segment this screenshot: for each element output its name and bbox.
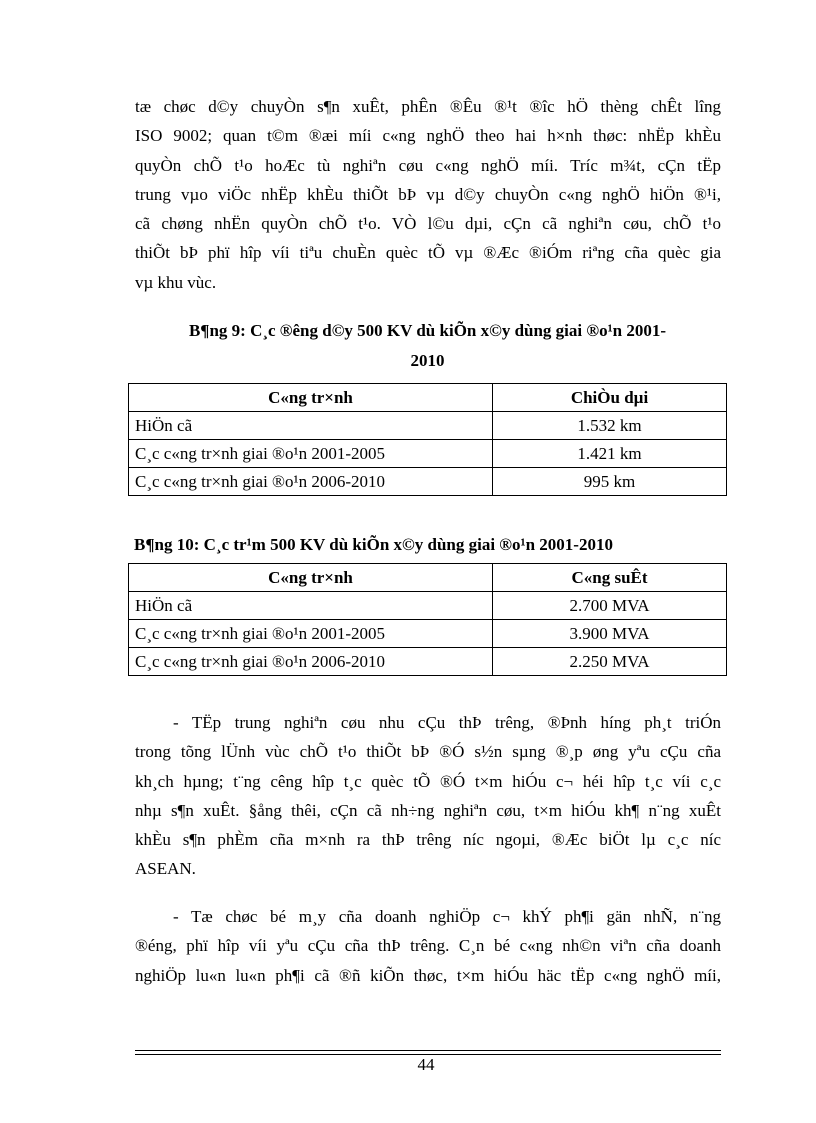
table-cell: 3.900 MVA: [493, 620, 727, 648]
text-line: ASEAN.: [135, 859, 196, 879]
table-header-row: [129, 384, 727, 412]
table-9: [128, 383, 727, 496]
table-cell: 995 km: [493, 468, 727, 496]
table-cell: 2.250 MVA: [493, 648, 727, 676]
text-line: ®éng, phï hîp víi yªu cÇu cña thÞ trêng. C¸n bé c«ng nh©n viªn cña doanh: [135, 936, 721, 956]
table-row: [129, 648, 727, 676]
text-line: cã chøng nhËn quyÒn chÕ t¹o. VÒ l©u dµi, cÇn cã nghiªn cøu, chÕ t¹o: [135, 214, 721, 234]
text-line: vµ khu vùc.: [135, 272, 217, 292]
table-cell: 2.700 MVA: [493, 592, 727, 620]
text-line: khÈu s¶n phÈm cña m×nh ra thÞ trêng níc ngoµi, ®Æc biÖt lµ c¸c níc: [135, 830, 721, 850]
text-line: trung vµo viÖc nhËp khÈu thiÕt bÞ vµ d©y chuyÒn c«ng nghÖ hiÖn ®¹i,: [135, 184, 721, 204]
table-10-caption: B¶ng 10: C¸c tr¹m 500 KV dù kiÕn x©y dùng giai ®o¹n 2001-2010: [134, 535, 613, 554]
table-row: [129, 468, 727, 496]
table-cell: C¸c c«ng tr×nh giai ®o¹n 2006-2010: [129, 468, 493, 496]
table-9-caption-line2: 2010: [410, 351, 445, 370]
table-9-caption-cont: [128, 351, 727, 371]
table-row: [129, 412, 727, 440]
table-header-row: [129, 564, 727, 592]
text-line: kh¸ch hµng; t¨ng cêng hîp t¸c quèc tÕ ®Ó t×m hiÓu c¬ héi hîp t¸c víi c¸c: [135, 771, 721, 791]
table-row: [129, 440, 727, 468]
table-cell: C¸c c«ng tr×nh giai ®o¹n 2001-2005: [129, 620, 493, 648]
column-header: C«ng suÊt: [493, 564, 727, 592]
column-header: C«ng tr×nh: [129, 564, 493, 592]
text-line: - TËp trung nghiªn cøu nhu cÇu thÞ trêng, ®Þnh híng ph¸t triÓn: [173, 713, 721, 732]
column-header: ChiÒu dµi: [493, 384, 727, 412]
table-cell: 1.532 km: [493, 412, 727, 440]
table-row: [129, 592, 727, 620]
page-number: 44: [417, 1055, 435, 1074]
text-line: nghiÖp lu«n lu«n ph¶i cã ®ñ kiÕn thøc, t×m hiÓu häc tËp c«ng nghÖ míi,: [135, 965, 721, 985]
text-line: thiÕt bÞ phï hîp víi tiªu chuÈn quèc tÕ vµ ®Æc ®iÓm riªng cña quèc gia: [135, 243, 721, 263]
text-line: nhµ s¶n xuÊt. §ång thêi, cÇn cã nh÷ng nghiªn cøu, t×m hiÓu kh¶ n¨ng xuÊt: [135, 800, 721, 820]
text-line: - Tæ chøc bé m¸y cña doanh nghiÖp c¬ khÝ ph¶i gän nhÑ, n¨ng: [173, 907, 721, 926]
table-9-caption: [128, 321, 727, 341]
paragraph-market-research: [135, 708, 721, 884]
footer-rule: [135, 1050, 721, 1051]
table-9-caption-line1: B¶ng 9: C¸c ®êng d©y 500 KV dù kiÕn x©y dùng giai ®o¹n 2001-: [188, 321, 667, 340]
table-cell: C¸c c«ng tr×nh giai ®o¹n 2006-2010: [129, 648, 493, 676]
paragraph-intro: [135, 92, 721, 297]
table-row: [129, 620, 727, 648]
paragraph-organization: [135, 902, 721, 990]
text-line: tæ chøc d©y chuyÒn s¶n xuÊt, phÊn ®Êu ®¹t ®îc hÖ thèng chÊt lîng: [135, 97, 721, 116]
table-cell: HiÖn cã: [129, 592, 493, 620]
text-line: ISO 9002; quan t©m ®æi míi c«ng nghÖ theo hai h×nh thøc: nhËp khÈu: [135, 126, 721, 146]
text-line: quyÒn chÕ t¹o hoÆc tù nghiªn cøu c«ng nghÖ míi. Tríc m¾t, cÇn tËp: [135, 155, 721, 175]
table-cell: C¸c c«ng tr×nh giai ®o¹n 2001-2005: [129, 440, 493, 468]
column-header: C«ng tr×nh: [129, 384, 493, 412]
table-cell: 1.421 km: [493, 440, 727, 468]
text-line: trong tõng lÜnh vùc chÕ t¹o thiÕt bÞ ®Ó s½n sµng ®¸p øng yªu cÇu cña: [135, 742, 721, 762]
table-10: [128, 563, 727, 676]
table-cell: HiÖn cã: [129, 412, 493, 440]
